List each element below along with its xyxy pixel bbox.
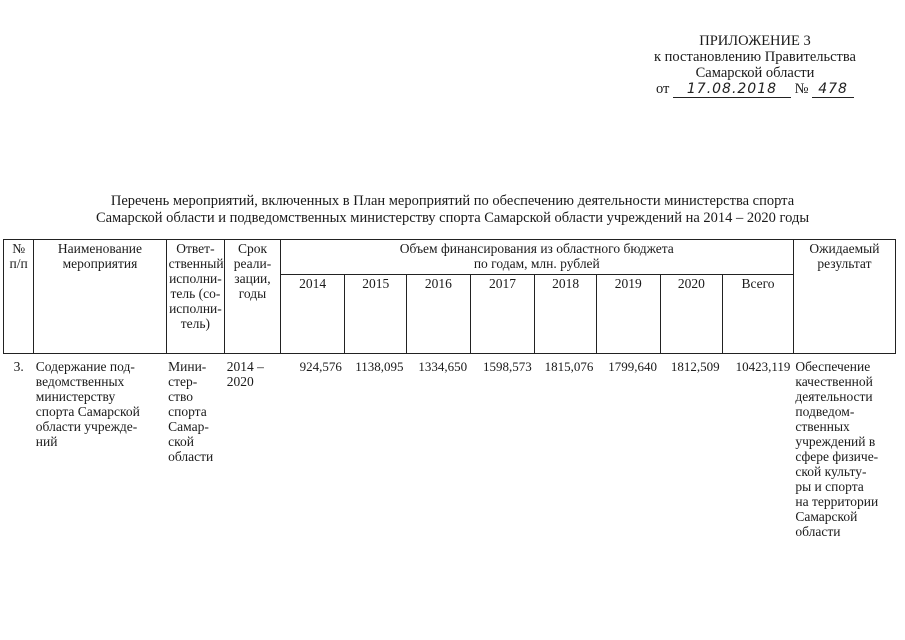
appendix-title: ПРИЛОЖЕНИЕ 3 xyxy=(699,33,811,49)
header-name: Наименование мероприятия xyxy=(34,240,166,354)
header-responsible: Ответ- ственный исполни- тель (со- исполни- тель) xyxy=(166,240,225,354)
row-value-2019: 1799,640 xyxy=(608,359,658,374)
row-value-2018: 1815,076 xyxy=(544,359,594,374)
row-result: Обеспечение качественной деятельности подведом- ственных учреждений в сфере физиче- ской культу- ры и спорта на территории Самарской области xyxy=(795,359,879,539)
appendix-line2: Самарской области xyxy=(695,65,815,81)
handwritten-date: 17.08.2018 xyxy=(673,81,791,98)
header-funding: Объем финансирования из областного бюджета по годам, млн. рублей xyxy=(280,240,793,275)
handwritten-number: 478 xyxy=(812,81,854,98)
measures-table xyxy=(3,239,896,540)
header-year-2020: 2020 xyxy=(660,275,723,354)
table-row xyxy=(4,354,896,541)
row-value-total: 10423,119 xyxy=(735,359,791,374)
header-year-2018: 2018 xyxy=(535,275,597,354)
number-prefix: № xyxy=(794,81,809,97)
row-value-2020: 1812,509 xyxy=(670,359,720,374)
header-num: № п/п xyxy=(4,240,34,354)
row-responsible: Мини- стер- ство спорта Самар- ской области xyxy=(168,359,214,464)
appendix-line1: к постановлению Правительства xyxy=(654,49,856,65)
row-value-2014: 924,576 xyxy=(299,359,342,374)
header-year-2015: 2015 xyxy=(345,275,407,354)
row-num: 3. xyxy=(13,359,24,374)
header-result: Ожидаемый результат xyxy=(793,240,895,354)
row-value-2015: 1138,095 xyxy=(355,359,404,374)
appendix-header xyxy=(620,33,890,98)
document-title xyxy=(0,193,905,227)
header-year-2016: 2016 xyxy=(407,275,471,354)
row-value-2016: 1334,650 xyxy=(418,359,468,374)
appendix-date-line xyxy=(656,81,854,98)
header-total: Всего xyxy=(723,275,794,354)
header-year-2017: 2017 xyxy=(470,275,535,354)
row-term: 2014 – 2020 xyxy=(226,359,264,389)
row-name: Содержание под- ведомственных министерству спорта Самарской области учрежде- ний xyxy=(35,359,140,449)
document-title-line2: Самарской области и подведомственных министерству спорта Самарской области учреждений на 2014 – 2020 годы xyxy=(95,210,810,226)
row-value-2017: 1598,573 xyxy=(483,359,532,374)
header-year-2014: 2014 xyxy=(280,275,345,354)
from-prefix: от xyxy=(655,81,670,97)
header-term: Срок реали- зации, годы xyxy=(225,240,281,354)
header-year-2019: 2019 xyxy=(596,275,660,354)
document-title-line1: Перечень мероприятий, включенных в План мероприятий по обеспечению деятельности министерства спорта xyxy=(110,193,795,209)
